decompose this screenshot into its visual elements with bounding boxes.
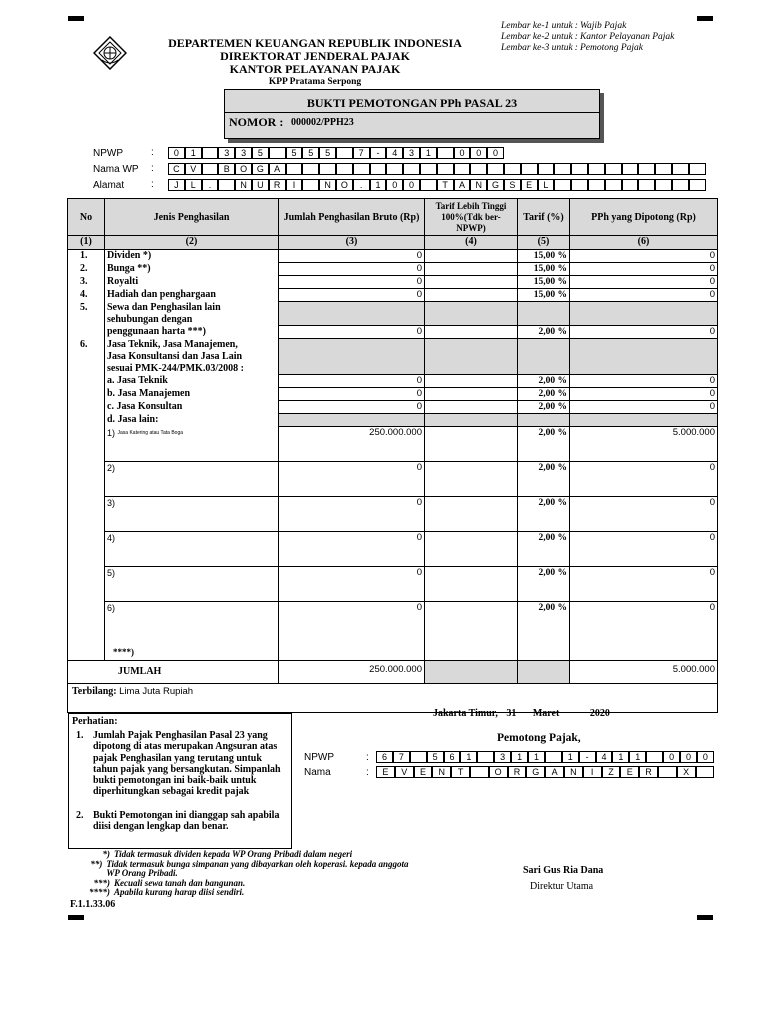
month: Maret: [532, 708, 560, 719]
npwp-boxes: [168, 147, 504, 159]
col-number: (2): [105, 236, 279, 250]
nama-boxes: [168, 163, 706, 175]
char-box: 5: [427, 751, 444, 763]
char-box: O: [336, 179, 353, 191]
col-number: (3): [279, 236, 425, 250]
col-header-pph: PPh yang Dipotong (Rp): [570, 199, 718, 236]
char-box: [672, 179, 689, 191]
char-box: B: [218, 163, 235, 175]
char-box: R: [508, 766, 527, 778]
char-box: 1: [612, 751, 629, 763]
colon: :: [366, 752, 369, 763]
char-box: G: [526, 766, 545, 778]
char-box: 1: [420, 147, 437, 159]
char-box: [370, 163, 387, 175]
note-number: 2.: [76, 810, 84, 821]
char-box: 0: [680, 751, 697, 763]
char-box: 5: [252, 147, 269, 159]
char-box: 3: [494, 751, 511, 763]
char-box: [202, 163, 219, 175]
table-row: sehubungan dengan: [68, 314, 718, 326]
nomor-label: NOMOR :: [229, 115, 284, 129]
char-box: [622, 163, 639, 175]
table-row: 6. Jasa Teknik, Jasa Manajemen,: [68, 339, 718, 351]
npwp-label: NPWP: [93, 148, 123, 159]
table-row: 5) 0 2,00 % 0: [68, 566, 718, 601]
char-box: 0: [470, 147, 487, 159]
char-box: [638, 179, 655, 191]
char-box: [470, 766, 489, 778]
char-box: N: [432, 766, 451, 778]
char-box: [319, 163, 336, 175]
char-box: [386, 163, 403, 175]
kpp-name: KPP Pratama Serpong: [268, 77, 362, 87]
char-box: [420, 179, 437, 191]
char-box: 0: [454, 147, 471, 159]
char-box: E: [376, 766, 395, 778]
char-box: 3: [235, 147, 252, 159]
char-box: [302, 163, 319, 175]
char-box: 0: [487, 147, 504, 159]
char-box: [302, 179, 319, 191]
char-box: U: [252, 179, 269, 191]
table-row: 4) 0 2,00 % 0: [68, 531, 718, 566]
nomor-value: 000002/PPH23: [291, 117, 354, 128]
char-box: 6: [376, 751, 393, 763]
table-row: a. Jasa Teknik 0 2,00 % 0: [68, 375, 718, 388]
char-box: [403, 163, 420, 175]
char-box: [487, 163, 504, 175]
char-box: [454, 163, 471, 175]
copy-value: Kantor Pelayanan Pajak: [579, 32, 675, 42]
char-box: J: [168, 179, 185, 191]
char-box: S: [504, 179, 521, 191]
char-box: 4: [596, 751, 613, 763]
char-box: A: [454, 179, 471, 191]
registration-mark: [68, 16, 84, 21]
colon: :: [366, 767, 369, 778]
footnote-mark: ****): [113, 646, 134, 657]
perhatian-title: Perhatian:: [72, 716, 118, 727]
char-box: .: [353, 179, 370, 191]
day: 31: [506, 708, 517, 719]
char-box: -: [579, 751, 596, 763]
char-box: [571, 163, 588, 175]
terbilang-label: Terbilang:: [72, 685, 117, 697]
char-box: [696, 766, 715, 778]
char-box: 6: [444, 751, 461, 763]
year: 2020: [589, 708, 610, 719]
income-table: [67, 198, 718, 713]
copy-label: Lembar ke-3 untuk: [501, 43, 573, 53]
copy-label: Lembar ke-1 untuk: [501, 21, 573, 31]
char-box: [437, 163, 454, 175]
char-box: [437, 147, 454, 159]
char-box: 0: [697, 751, 714, 763]
table-row: d. Jasa lain:: [68, 414, 718, 427]
ministry-logo-icon: [93, 36, 127, 70]
city: Jakarta Timur,: [433, 708, 498, 719]
char-box: [521, 163, 538, 175]
col-number: (1): [68, 236, 105, 250]
col-header-tarif-tinggi: Tarif Lebih Tinggi 100%(Tdk ber-NPWP): [425, 199, 518, 236]
char-box: N: [235, 179, 252, 191]
char-box: 4: [386, 147, 403, 159]
char-box: N: [470, 179, 487, 191]
char-box: [470, 163, 487, 175]
char-box: 1: [460, 751, 477, 763]
char-box: 0: [168, 147, 185, 159]
colon: :: [151, 179, 154, 190]
copy-distribution: Lembar ke-1 untuk : Wajib Pajak Lembar ke-2 untuk : Kantor Pelayanan Pajak Lembar ke-3 untuk : Pemotong Pajak: [501, 21, 675, 53]
terbilang-value: Lima Juta Rupiah: [119, 685, 194, 697]
table-row: 3) 0 2,00 % 0: [68, 496, 718, 531]
char-box: 1: [562, 751, 579, 763]
terbilang-row: [68, 683, 718, 712]
char-box: R: [639, 766, 658, 778]
char-box: [269, 147, 286, 159]
char-box: 1: [370, 179, 387, 191]
char-box: [638, 163, 655, 175]
note-number: 1.: [76, 730, 84, 741]
registration-mark: [68, 915, 84, 920]
place-date: [433, 708, 610, 719]
char-box: -: [370, 147, 387, 159]
char-box: N: [319, 179, 336, 191]
table-row: sesuai PMK-244/PMK.03/2008 :: [68, 363, 718, 375]
char-box: 1: [629, 751, 646, 763]
char-box: 5: [302, 147, 319, 159]
copy-label: Lembar ke-2 untuk: [501, 32, 573, 42]
char-box: 7: [393, 751, 410, 763]
signatory-name: Sari Gus Ria Dana: [523, 865, 604, 876]
char-box: [622, 179, 639, 191]
table-row: b. Jasa Manajemen 0 2,00 % 0: [68, 388, 718, 401]
char-box: [410, 751, 427, 763]
col-header-bruto: Jumlah Penghasilan Bruto (Rp): [279, 199, 425, 236]
char-box: 1: [528, 751, 545, 763]
char-box: 1: [511, 751, 528, 763]
char-box: L: [185, 179, 202, 191]
alamat-label: Alamat: [93, 180, 125, 191]
char-box: A: [269, 163, 286, 175]
table-row: 6) ****) 0 2,00 % 0: [68, 601, 718, 660]
footnotes: *) Tidak termasuk dividen kepada WP Orang Pribadi dalam negeri **) Tidak termasuk bunga simpanan yang dibayarkan oleh koperasi. kepada anggota WP Orang Pribadi. ***) Kecuali sewa tanah dan bangunan. ****) Apabila kurang harap diisi sendiri.: [89, 849, 409, 897]
table-row: 3. Royalti 0 15,00 % 0: [68, 276, 718, 289]
char-box: V: [185, 163, 202, 175]
char-box: Z: [602, 766, 621, 778]
form-title: BUKTI PEMOTONGAN PPh PASAL 23: [306, 96, 518, 110]
char-box: [646, 751, 663, 763]
char-box: [554, 163, 571, 175]
char-box: [504, 163, 521, 175]
char-box: [655, 179, 672, 191]
char-box: [353, 163, 370, 175]
char-box: 7: [353, 147, 370, 159]
char-box: 3: [218, 147, 235, 159]
char-box: T: [437, 179, 454, 191]
char-box: [336, 163, 353, 175]
char-box: E: [521, 179, 538, 191]
char-box: [477, 751, 494, 763]
char-box: [655, 163, 672, 175]
char-box: [538, 163, 555, 175]
char-box: 5: [286, 147, 303, 159]
note-text: Jumlah Pajak Penghasilan Pasal 23 yang dipotong di atas merupakan Angsuran atas pajak Penghasilan yang terutang untuk tahun pajak yang bersangkutan. Simpanlah bukti pemotongan ini baik-baik untuk diperhitungkan sebagai kredit pajak: [93, 730, 281, 798]
char-box: G: [487, 179, 504, 191]
copy-value: Wajib Pajak: [579, 21, 627, 31]
char-box: I: [286, 179, 303, 191]
char-box: E: [620, 766, 639, 778]
char-box: N: [564, 766, 583, 778]
table-row: c. Jasa Konsultan 0 2,00 % 0: [68, 401, 718, 414]
registration-mark: [697, 16, 713, 21]
char-box: 3: [403, 147, 420, 159]
char-box: [588, 163, 605, 175]
table-row: Jasa Konsultansi dan Jasa Lain: [68, 351, 718, 363]
form-code: F.1.1.33.06: [70, 899, 116, 910]
perhatian-box: [68, 713, 292, 849]
total-row: JUMLAH 250.000.000 5.000.000: [68, 660, 718, 683]
table-row: 1) $^{Jasa Katering atau Tata Boga}$ 250.000.000 2,00 % 5.000.000: [68, 427, 718, 462]
note-text: Bukti Pemotongan ini dianggap sah apabila diisi dengan lengkap dan benar.: [93, 810, 280, 833]
table-row: 4. Hadiah dan penghargaan 0 15,00 % 0: [68, 289, 718, 302]
colon: :: [151, 163, 154, 174]
dept-name: DEPARTEMEN KEUANGAN REPUBLIK INDONESIA: [168, 36, 462, 50]
table-row: 1. Dividen *) 0 15,00 % 0: [68, 250, 718, 263]
char-box: [689, 163, 706, 175]
char-box: 5: [319, 147, 336, 159]
char-box: [554, 179, 571, 191]
char-box: [605, 179, 622, 191]
char-box: [545, 751, 562, 763]
char-box: 0: [663, 751, 680, 763]
title-box: [224, 89, 600, 139]
char-box: [286, 163, 303, 175]
char-box: [605, 163, 622, 175]
copy-value: Pemotong Pajak: [579, 43, 643, 53]
char-box: O: [489, 766, 508, 778]
registration-mark: [697, 915, 713, 920]
table-row: 5. Sewa dan Penghasilan lain: [68, 302, 718, 314]
char-box: I: [583, 766, 602, 778]
char-box: 1: [185, 147, 202, 159]
char-box: [689, 179, 706, 191]
char-box: X: [677, 766, 696, 778]
char-box: R: [269, 179, 286, 191]
col-header-no: No: [68, 199, 105, 236]
char-box: [202, 147, 219, 159]
signatory-position: Direktur Utama: [530, 881, 594, 892]
char-box: 0: [403, 179, 420, 191]
char-box: L: [538, 179, 555, 191]
col-header-tarif: Tarif (%): [518, 199, 570, 236]
char-box: E: [414, 766, 433, 778]
alamat-boxes: [168, 179, 706, 191]
colon: :: [151, 147, 154, 158]
char-box: [672, 163, 689, 175]
char-box: [658, 766, 677, 778]
pemotong-title: Pemotong Pajak,: [497, 732, 581, 744]
table-row: penggunaan harta ***) 0 2,00 % 0: [68, 326, 718, 339]
char-box: A: [545, 766, 564, 778]
char-box: [571, 179, 588, 191]
char-box: [420, 163, 437, 175]
char-box: T: [451, 766, 470, 778]
office-name: KANTOR PELAYANAN PAJAK: [229, 62, 401, 76]
directorate-name: DIREKTORAT JENDERAL PAJAK: [220, 49, 410, 63]
char-box: [588, 179, 605, 191]
pemotong-nama-label: Nama: [304, 767, 331, 778]
char-box: G: [252, 163, 269, 175]
pemotong-npwp-label: NPWP: [304, 752, 334, 763]
char-box: 0: [386, 179, 403, 191]
char-box: V: [395, 766, 414, 778]
col-number: (5): [518, 236, 570, 250]
char-box: [336, 147, 353, 159]
col-header-jenis: Jenis Penghasilan: [105, 199, 279, 236]
char-box: .: [202, 179, 219, 191]
table-row: 2) 0 2,00 % 0: [68, 461, 718, 496]
char-box: O: [235, 163, 252, 175]
char-box: [218, 179, 235, 191]
col-number: (6): [570, 236, 718, 250]
pemotong-nama-boxes: [376, 766, 714, 778]
nama-label: Nama WP: [93, 164, 139, 175]
table-row: 2. Bunga **) 0 15,00 % 0: [68, 263, 718, 276]
pemotong-npwp-boxes: [376, 751, 714, 763]
col-number: (4): [425, 236, 518, 250]
char-box: C: [168, 163, 185, 175]
